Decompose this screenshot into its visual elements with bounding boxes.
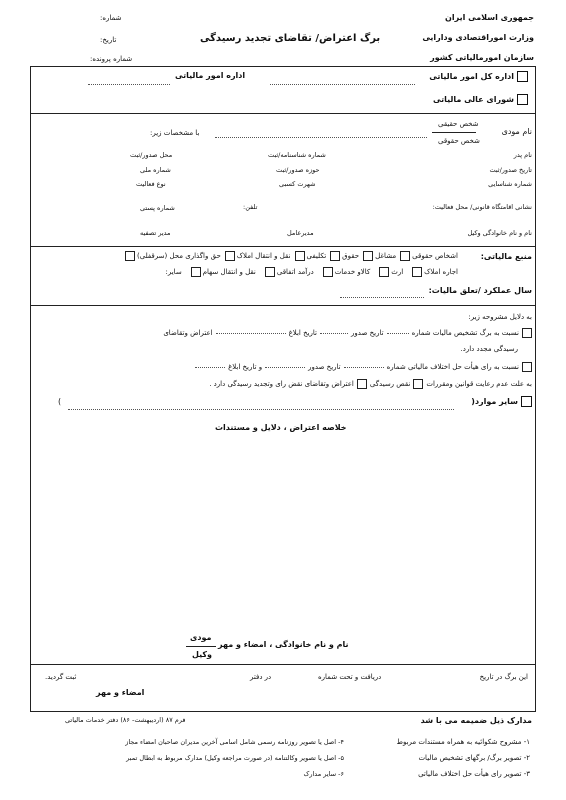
file-number-label: شماره پرونده: <box>90 55 133 63</box>
ruling-issue-field[interactable] <box>265 367 305 368</box>
general-dept-checkbox[interactable] <box>517 71 528 82</box>
form-code: فرم ۸۷ (اردیبهشت- ۸۶) دفتر خدمات مالیاتی <box>65 716 186 724</box>
source-checkbox[interactable] <box>412 267 422 277</box>
divider-source <box>30 305 536 306</box>
source-option[interactable] <box>191 267 256 277</box>
org-tax-admin: سازمان امورمالیاتی کشور <box>430 53 534 62</box>
high-council-checkbox[interactable] <box>517 94 528 105</box>
ruling-label: نسبت به رای هیأت حل اختلاف مالیاتی شماره <box>386 363 519 371</box>
lawyer-signature-option: وکیل <box>192 650 213 659</box>
general-dept-field[interactable] <box>270 84 415 85</box>
ruling-issue-label: تاریخ صدور <box>308 363 341 371</box>
divider-addressee <box>30 113 536 114</box>
general-dept-label: اداره کل امور مالیاتی <box>429 72 514 81</box>
source-option[interactable] <box>125 251 221 261</box>
postal-code-label: شماره پستی <box>140 204 175 212</box>
attachment-item: ۶- سایر مدارک <box>303 770 344 778</box>
ruling-number-field[interactable] <box>344 367 384 368</box>
attachments-title: مدارک ذیل ضمیمه می با شد <box>420 716 532 725</box>
source-label: حق واگذاری محل (سرقفلی) <box>137 252 221 260</box>
receipt-registered-label: ثبت گردید. <box>45 673 77 681</box>
fiscal-year-field[interactable] <box>340 297 424 298</box>
revision-request-label: اعتراض وتقاضای نقض رای وتجدید رسیدگی دارد . <box>209 380 354 388</box>
source-option[interactable] <box>330 251 359 261</box>
source-checkbox[interactable] <box>363 251 373 261</box>
source-checkbox[interactable] <box>265 267 275 277</box>
assessment-request-label: اعتراض وتقاضای <box>163 329 213 337</box>
source-label: تکلیفی <box>306 252 327 260</box>
taxpayer-type-separator <box>432 132 476 133</box>
form-title: برگ اعتراض/ تقاضای تجدید رسیدگی <box>200 33 381 44</box>
other-cases-field[interactable] <box>68 409 454 410</box>
source-checkbox[interactable] <box>323 267 333 277</box>
source-label: نقل و انتقال املاک <box>236 252 291 260</box>
signatory-separator <box>186 646 216 647</box>
fiscal-year-label: سال عملکرد /تعلق مالیات: <box>428 286 532 295</box>
receipt-sign-label: امضاء و مهر <box>96 688 145 697</box>
reasons-intro: به دلایل مشروحه زیر: <box>468 313 532 321</box>
liquidator-label: مدیر تصفیه <box>140 229 171 237</box>
father-name-label: نام پدر <box>513 151 532 159</box>
source-label: مشاغل <box>375 252 397 260</box>
source-option[interactable] <box>225 251 291 261</box>
org-country: جمهوری اسلامی ایران <box>445 13 534 22</box>
source-option[interactable] <box>363 251 396 261</box>
source-other-label: سایر: <box>165 268 182 276</box>
other-cases-label: سایر موارد( <box>471 397 518 406</box>
issue-area-label: حوزه صدور/ثبت <box>276 166 320 174</box>
business-fame-label: شهرت کسبی <box>279 180 316 188</box>
tax-source-label: منبع مالیاتی: <box>480 252 532 261</box>
assessment-number-field[interactable] <box>387 333 409 334</box>
reason-line-ruling <box>195 362 532 372</box>
source-label: اشخاص حقوقی <box>412 252 458 260</box>
summary-area[interactable] <box>40 440 526 620</box>
high-council-label: شورای عالی مالیاتی <box>432 95 514 104</box>
tax-office-label: اداره امور مالیاتی <box>175 71 246 80</box>
source-label: حقوق <box>342 252 360 260</box>
divider-taxpayer <box>30 246 536 247</box>
address-label: نشانی اقامتگاه قانونی/ محل فعالیت: <box>432 203 532 211</box>
ruling-checkbox[interactable] <box>522 362 532 372</box>
source-label: اجاره املاک <box>424 268 458 276</box>
reason-line-assessment <box>163 328 532 338</box>
source-checkbox[interactable] <box>330 251 340 261</box>
source-checkbox[interactable] <box>379 267 389 277</box>
attachment-item: ۱- مشروح شکوائیه به همراه مستندات مربوط <box>396 738 530 746</box>
assessment-issue-label: تاریخ صدور <box>351 329 384 337</box>
assessment-notice-field[interactable] <box>216 333 286 334</box>
source-label: کالاو خدمات <box>334 268 371 276</box>
issue-date-label: تاریخ صدور/ثبت <box>489 166 532 174</box>
receipt-book-label: در دفتر <box>250 673 272 681</box>
taxpayer-name-label: نام مودی <box>501 127 532 136</box>
specs-label: با مشخصات زیر: <box>150 129 200 137</box>
ceo-label: مدیرعامل <box>287 229 314 237</box>
violation-checkbox[interactable] <box>413 379 423 389</box>
source-option[interactable] <box>412 267 458 277</box>
source-checkbox[interactable] <box>400 251 410 261</box>
phone-label: تلفن: <box>243 203 258 211</box>
tax-source-row-2 <box>166 267 458 277</box>
reason-line-violation <box>209 379 532 389</box>
lawyer-name-label: نام و نام خانوادگی وکیل <box>467 229 532 237</box>
source-option[interactable] <box>265 267 314 277</box>
attachment-item: ۵- اصل یا تصویر وکالتنامه (در صورت مراجعه وکیل) مدارک مربوط به ابطال تمبر <box>126 754 344 762</box>
natural-person-label: شخص حقیقی <box>438 120 479 128</box>
source-label: ارث <box>391 268 404 276</box>
identification-number-label: شماره شناسایی <box>488 180 532 188</box>
source-checkbox[interactable] <box>225 251 235 261</box>
org-ministry: وزارت اموراقتصادی ودارایی <box>422 33 534 42</box>
signature-label: نام و نام خانوادگی ، امضاء و مهر <box>218 640 349 649</box>
review-flaw-checkbox[interactable] <box>357 379 367 389</box>
receipt-date-label: این برگ در تاریخ <box>479 673 528 681</box>
ruling-notice-label: و تاریخ ابلاغ <box>228 363 263 371</box>
number-label: شماره: <box>100 14 122 22</box>
taxpayer-name-field[interactable] <box>215 137 427 138</box>
date-label: تاریخ: <box>100 36 117 44</box>
divider-signature <box>30 664 536 665</box>
tax-office-field[interactable] <box>88 84 170 85</box>
attachment-item: ۴- اصل یا تصویر روزنامه رسمی شامل اسامی آخرین مدیران صاحبان امضاء مجاز <box>125 738 344 746</box>
source-option[interactable] <box>379 267 403 277</box>
activity-type-label: نوع فعالیت <box>136 180 166 188</box>
attachment-item: ۲- تصویر برگ/ برگهای تشخیص مالیات <box>418 754 530 762</box>
high-council-option[interactable] <box>433 94 528 105</box>
national-number-label: شماره ملی <box>140 166 171 174</box>
violation-label: به علت عدم رعایت قوانین ومقررات <box>426 380 532 388</box>
attachment-item: ۳- تصویر رای هیأت حل اختلاف مالیاتی <box>418 770 530 778</box>
source-label: نقل و انتقال سهام <box>202 268 256 276</box>
source-option[interactable] <box>400 251 458 261</box>
source-option[interactable] <box>323 267 371 277</box>
review-flaw-label: نقص رسیدگی <box>369 380 411 388</box>
source-checkbox[interactable] <box>125 251 135 261</box>
taxpayer-signature-option: مودی <box>190 633 212 642</box>
issue-place-label: محل صدور/ثبت <box>130 151 173 159</box>
source-checkbox[interactable] <box>295 251 305 261</box>
legal-person-label: شخص حقوقی <box>438 137 480 145</box>
other-cases-close: ) <box>58 397 62 406</box>
ruling-notice-field[interactable] <box>195 367 225 368</box>
id-number-label: شماره شناسنامه/ثبت <box>268 151 326 159</box>
other-cases-option[interactable] <box>471 396 532 407</box>
assessment-notice-label: تاریخ ابلاغ <box>288 329 318 337</box>
assessment-checkbox[interactable] <box>522 328 532 338</box>
other-cases-checkbox[interactable] <box>521 396 532 407</box>
assessment-review-text: رسیدگی مجدد دارد. <box>460 345 518 353</box>
source-checkbox[interactable] <box>191 267 201 277</box>
summary-title: خلاصه اعتراض ، دلایل و مستندات <box>215 423 347 432</box>
source-label: درآمد اتفاقی <box>276 268 314 276</box>
receipt-number-label: دریافت و تحت شماره <box>318 673 382 681</box>
source-option[interactable] <box>295 251 327 261</box>
general-dept-option[interactable] <box>429 71 528 82</box>
assessment-issue-field[interactable] <box>320 333 348 334</box>
assessment-label: نسبت به برگ تشخیص مالیات شماره <box>411 329 519 337</box>
tax-source-row-1 <box>125 251 458 261</box>
